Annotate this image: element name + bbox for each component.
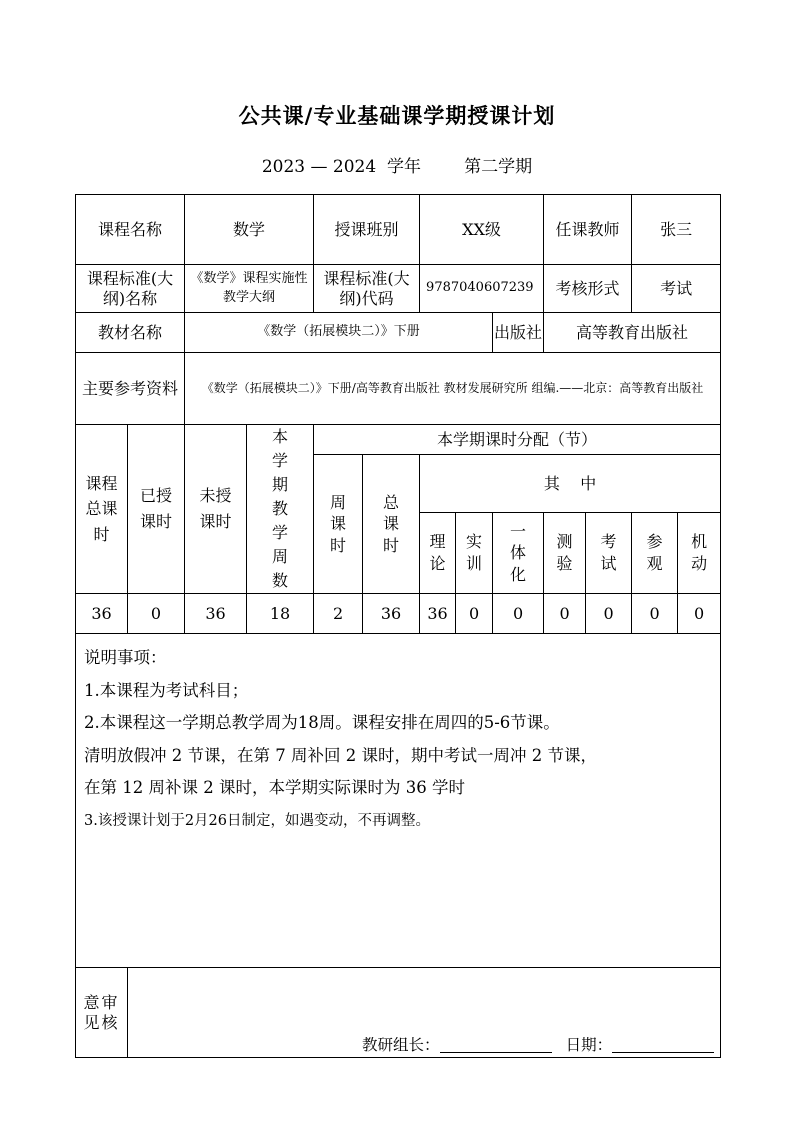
done-hours-value: 0 (128, 594, 185, 634)
notes-row (76, 634, 721, 968)
review-label-line: 意审 (83, 992, 120, 1012)
teacher-label: 任课教师 (544, 195, 632, 265)
notes-heading: 说明事项： (84, 648, 167, 667)
total-hours-value: 36 (76, 594, 128, 634)
week-hours-value: 2 (314, 594, 363, 634)
review-row (76, 968, 721, 1058)
among-header: 其 中 (420, 455, 721, 513)
practice-header: 实训 (456, 513, 493, 594)
standard-code-label: 课程标准(大纲)代码 (314, 265, 420, 313)
quiz-header: 测验 (544, 513, 586, 594)
textbook-row (76, 313, 721, 353)
references-row (76, 353, 721, 425)
course-name-value: 数学 (185, 195, 314, 265)
weeks-value: 18 (247, 594, 314, 634)
quiz-value: 0 (544, 594, 586, 634)
leader-signature-blank[interactable] (440, 1038, 552, 1053)
theory-value: 36 (420, 594, 456, 634)
plan-table (75, 194, 721, 1058)
review-label (76, 968, 128, 1058)
todo-hours-header: 未授课时 (185, 425, 247, 594)
standard-name-value: 《数学》课程实施性教学大纲 (185, 265, 314, 313)
teacher-value: 张三 (632, 195, 721, 265)
done-hours-header: 已授课时 (128, 425, 185, 594)
review-signature-cell (128, 968, 721, 1058)
signature-line (362, 1036, 714, 1055)
document-title: 公共课/专业基础课学期授课计划 (238, 104, 556, 128)
course-name-label: 课程名称 (76, 195, 185, 265)
theory-header: 理论 (420, 513, 456, 594)
class-label: 授课班别 (314, 195, 420, 265)
integrated-header: 一体化 (493, 513, 544, 594)
visit-header: 参观 (632, 513, 678, 594)
note-line: 在第 12 周补课 2 课时，本学期实际课时为 36 学时 (84, 778, 465, 797)
sum-hours-header: 总课时 (363, 455, 420, 594)
date-blank[interactable] (612, 1038, 714, 1053)
visit-value: 0 (632, 594, 678, 634)
practice-value: 0 (456, 594, 493, 634)
integrated-value: 0 (493, 594, 544, 634)
total-hours-header: 课程总课时 (76, 425, 128, 594)
leader-label: 教研组长： (362, 1035, 440, 1054)
standard-name-label: 课程标准(大纲)名称 (76, 265, 185, 313)
textbook-value: 《数学（拓展模块二）》下册 (185, 313, 493, 353)
note-line: 1.本课程为考试科目； (84, 680, 249, 700)
flexible-header: 机动 (678, 513, 721, 594)
exam-header: 考试 (586, 513, 632, 594)
note-line: 2.本课程这一学期总教学周为18周。课程安排在周四的5-6节课。 (84, 713, 560, 732)
allocation-header: 本学期课时分配（节） (314, 425, 721, 455)
flexible-value: 0 (678, 594, 721, 634)
hours-header-row-1 (76, 425, 721, 455)
publisher-value: 高等教育出版社 (544, 313, 721, 353)
exam-form-value: 考试 (632, 265, 721, 313)
textbook-label: 教材名称 (76, 313, 185, 353)
note-line: 3.该授课计划于2月26日制定，如遇变动，不再调整。 (84, 812, 431, 829)
date-label: 日期： (565, 1035, 613, 1054)
publisher-label: 出版社 (493, 313, 544, 353)
class-value: XX级 (420, 195, 544, 265)
note-line: 清明放假冲 2 节课，在第 7 周补回 2 课时，期中考试一周冲 2 节课， (84, 745, 597, 765)
references-value: 《数学（拓展模块二）》下册/高等教育出版社 教材发展研究所 组编.——北京：高等教育出版社 (185, 353, 721, 425)
exam-form-label: 考核形式 (544, 265, 632, 313)
exam-value: 0 (586, 594, 632, 634)
standard-info-row (76, 265, 721, 313)
course-info-row (76, 195, 721, 265)
notes-cell (76, 634, 721, 968)
references-label: 主要参考资料 (76, 353, 185, 425)
todo-hours-value: 36 (185, 594, 247, 634)
hours-values-row (76, 594, 721, 634)
academic-year: 2023 — 2024 学年 第二学期 (261, 157, 533, 177)
review-label-line: 见核 (83, 1012, 120, 1032)
sum-hours-value: 36 (363, 594, 420, 634)
teaching-weeks-header: 本学期教学周数 (247, 425, 314, 594)
standard-code-value: 9787040607239 (420, 265, 544, 313)
week-hours-header: 周课时 (314, 455, 363, 594)
